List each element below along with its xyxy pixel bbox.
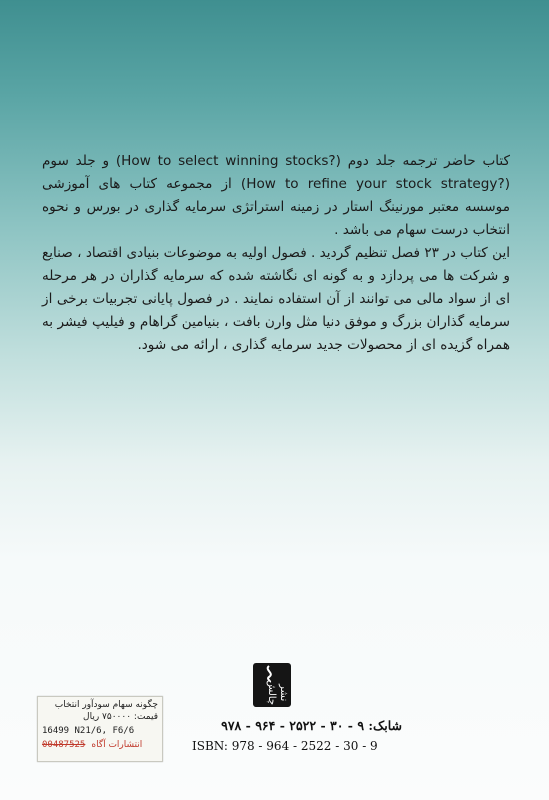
english-title-volume-3: (How to refine your stock strategy?) [240,176,510,192]
sticker-code: 16499 N21/6, F6/6 [42,726,135,736]
description-text: کتاب حاضر ترجمه جلد دوم [340,153,510,169]
english-title-volume-2: (How to select winning stocks?) [115,153,341,169]
sticker-title: چگونه سهام سودآور انتخاب [54,700,158,710]
sticker-footer [42,740,158,750]
price-sticker [37,696,163,762]
book-description [42,150,510,357]
publisher-logo [253,663,291,707]
isbn-english: ISBN: 978 - 964 - 2522 - 30 - 9 [192,739,378,753]
isbn-persian: شابک: ۹ - ۳۰ - ۲۵۲۲ - ۹۶۴ - ۹۷۸ [221,718,402,733]
sticker-price: قیمت: ۷۵۰۰۰۰ ریال [83,712,158,722]
isbn-block [190,716,402,756]
sticker-barcode-number: 00487525 [42,740,86,750]
description-paragraph-1 [42,150,510,242]
description-text: از مجموعه کتاب های آموزشی موسسه معتبر مورنینگ استار در زمینه استراتژی سرمایه گذاری در بورس و نحوه انتخاب درست سهام می باشد . [42,176,510,238]
description-text: و جلد سوم [42,153,116,169]
publisher-logo-text: نشر چالش [266,679,289,706]
sticker-publisher: انتشارات آگاه [91,740,143,750]
description-paragraph-2: این کتاب در ۲۳ فصل تنظیم گردید . فصول اولیه به موضوعات بنیادی اقتصاد ، صنایع و شرکت ها می پردازد و به گونه ای نگاشته شده که سرمایه گذاران در هر مرحله ای از سواد مالی می توانند از آن استفاده نمایند . در فصول پایانی تجربیات برخی از سرمایه گذاران بزرگ و موفق دنیا مثل وارن بافت ، بنیامین گراهام و فیلیپ فیشر به همراه گزیده ای از محصولات جدید سرمایه گذاری ، ارائه می شود. [42,245,510,353]
